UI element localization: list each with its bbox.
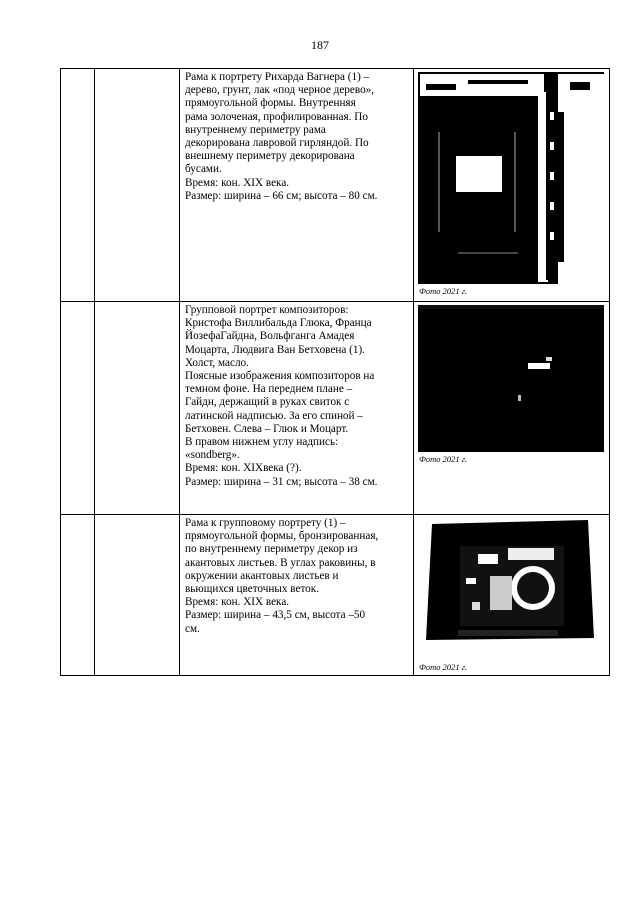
description-line: латинской надписью. За его спиной – (185, 409, 363, 422)
photo-caption: Фото 2021 г. (419, 286, 468, 296)
description-text (180, 69, 413, 203)
code-cell (95, 302, 180, 515)
description-line: Кристофа Виллибальда Глюка, Франца (185, 317, 372, 330)
description-cell (180, 302, 414, 515)
inventory-table (60, 68, 610, 676)
description-line: В правом нижнем углу надпись: (185, 436, 339, 449)
description-line: внутреннему периметру рама (185, 123, 326, 136)
description-line: окружении акантовых листьев и (185, 569, 339, 582)
description-line: вьющихся цветочных веток. (185, 583, 320, 596)
page-number: 187 (311, 38, 329, 52)
bronze-frame-photo (418, 518, 604, 660)
description-line: внешнему периметру декорирована (185, 150, 355, 163)
description-line: дерево, грунт, лак «под черное дерево», (185, 84, 375, 97)
photo-cell (414, 515, 610, 676)
description-line: декорирована лавровой гирляндой. По (185, 137, 369, 150)
description-line: Гайдн, держащий в руках свиток с (185, 396, 350, 409)
index-cell (61, 69, 95, 302)
index-cell (61, 302, 95, 515)
photo-caption: Фото 2021 г. (419, 454, 468, 464)
description-line: Бетховен. Слева – Глюк и Моцарт. (185, 422, 349, 435)
photo-cell (414, 302, 610, 515)
photo-caption: Фото 2021 г. (419, 662, 468, 672)
description-line: по внутреннему периметру декор из (185, 543, 358, 556)
table-row (61, 515, 610, 676)
description-line: Время: кон. XIXвека (?). (185, 462, 302, 475)
description-line: рама золоченая, профилированная. По (185, 110, 368, 123)
description-line: Рама к групповому портрету (1) – (185, 517, 346, 529)
description-line: Размер: ширина – 43,5 см, высота –50 (185, 609, 366, 622)
description-line: Моцарта, Людвига Ван Бетховена (1). (185, 343, 365, 356)
description-line: Холст, масло. (185, 356, 249, 369)
description-text (180, 302, 413, 489)
description-line: Время: кон. XIX века. (185, 176, 290, 189)
description-line: Размер: ширина – 66 см; высота – 80 см. (185, 189, 378, 202)
code-cell (95, 515, 180, 676)
description-line: Поясные изображения композиторов на (185, 370, 375, 383)
description-line: акантовых листьев. В углах раковины, в (185, 556, 376, 569)
description-line: бусами. (185, 163, 222, 176)
description-line: темном фоне. На переднем плане – (185, 383, 353, 396)
description-line: Размер: ширина – 31 см; высота – 38 см. (185, 475, 378, 488)
table-row (61, 302, 610, 515)
description-cell (180, 515, 414, 676)
description-line: прямоугольной формы. Внутренняя (185, 97, 356, 110)
portrait-photo (418, 305, 604, 452)
description-line: Рама к портрету Рихарда Вагнера (1) – (185, 71, 370, 83)
description-line: Групповой портрет композиторов: (185, 304, 349, 316)
description-line: ЙозефаГайдна, Вольфганга Амадея (185, 330, 355, 343)
frame-photo (418, 72, 604, 284)
description-line: «sondberg». (185, 449, 240, 462)
description-line: прямоугольной формы, бронзированная, (185, 530, 379, 543)
description-text (180, 515, 413, 636)
table-row (61, 69, 610, 302)
photo-cell (414, 69, 610, 302)
description-line: см. (185, 622, 200, 635)
code-cell (95, 69, 180, 302)
description-cell (180, 69, 414, 302)
description-line: Время: кон. XIX века. (185, 596, 290, 609)
index-cell (61, 515, 95, 676)
